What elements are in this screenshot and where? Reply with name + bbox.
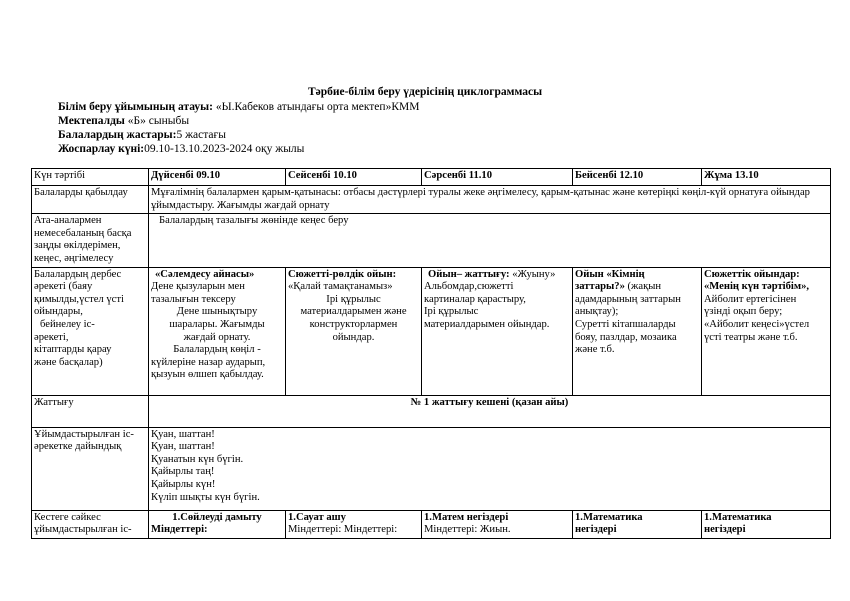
table-header-row [32, 169, 831, 186]
exercise-complex: № 1 жаттығу кешені (қазан айы) [149, 395, 831, 427]
table-row [32, 186, 831, 214]
header-cell: Сейсенбі 10.10 [286, 169, 422, 186]
row-content: Мұғалімнің балалармен қарым-қатынасы: отбасы дәстүрлері туралы жеке әңгімелесу, қарым-қатынас және көтеріңкі көңіл-күй орнатуға ойындар ұйымдастыру. Жағымды жағдай орнату [149, 186, 831, 214]
tuesday-activity: Сюжетті-рөлдік ойын: «Қалай тамақтанамыз» Ірі құрылыс материалдарымен және конструкторлармен ойындар. [286, 267, 422, 395]
row-content: Балалардың тазалығы жөнінде кеңес беру [149, 214, 831, 267]
monday-activity: «Сәлемдесу айнасы» Дене қызуларын мен тазалығын тексеру Дене шынықтыру шаралары. Жағымды жағдай орнату. Балалардың көңіл - күйлеріне назар аударып, қызуын өлшеп қабылдау. [149, 267, 286, 395]
monday-lesson: 1.Сөйлеуді дамыту Міндеттері: [149, 510, 286, 538]
table-row [32, 214, 831, 267]
row-label: Кестеге сәйкес ұйымдастырылған іс- [32, 510, 149, 538]
info-date: Жоспарлау күні:09.10-13.10.2023-2024 оқу жылы [58, 143, 305, 155]
greeting-poem: Қуан, шаттан! Қуан, шаттан! Қуанатын күн бүгін. Қайырлы таң! Қайырлы күн! Күліп шықты күн бүгін. [149, 427, 831, 510]
wednesday-lesson: 1.Матем негіздері Міндеттері: Жиын. [422, 510, 573, 538]
row-label: Ұйымдастырылған іс- әрекетке дайындық [32, 427, 149, 510]
row-label: Балалардың дербес әрекеті (баяу қимылды,үстел үсті ойындары, бейнелеу іс- әрекеті, кітаптарды қарау және басқалар) [32, 267, 149, 395]
header-cell: Дүйсенбі 09.10 [149, 169, 286, 186]
thursday-activity: Ойын «Кімнің заттары?» (жақын адамдарының заттарын анықтау); Суретті кітапшаларды бояу, пазлдар, мозаика және т.б. [573, 267, 702, 395]
row-label: Жаттығу [32, 395, 149, 427]
friday-activity: Сюжеттік ойындар: «Менің күн тәртібім», Айболит ертегісінен үзінді оқып беру; «Айболит кеңесі»үстел үсті театры және т.б. [702, 267, 831, 395]
info-org: Білім беру ұйымының атауы: «Ы.Кабеков атындағы орта мектеп»КММ [58, 101, 420, 113]
thursday-lesson: 1.Математика негіздері [573, 510, 702, 538]
table-row [32, 427, 831, 510]
header-cell: Күн тәртібі [32, 169, 149, 186]
tuesday-lesson: 1.Сауат ашу Міндеттері: Міндеттері: [286, 510, 422, 538]
header-cell: Сәрсенбі 11.10 [422, 169, 573, 186]
info-class: Мектепалды «Б» сыныбы [58, 115, 190, 127]
row-label: Балаларды қабылдау [32, 186, 149, 214]
friday-lesson: 1.Математика негіздері [702, 510, 831, 538]
row-label: Ата-аналармен немесебаланың басқа заңды өкілдерімен, кеңес, әңгімелесу [32, 214, 149, 267]
table-row [32, 395, 831, 427]
table-row [32, 510, 831, 538]
header-cell: Бейсенбі 12.10 [573, 169, 702, 186]
info-age: Балалардың жастары:5 жастағы [58, 129, 226, 141]
wednesday-activity: Ойын– жаттығу: «Жуыну» Альбомдар,сюжетті картиналар қарастыру, Ірі құрылыс материалдарымен ойындар. [422, 267, 573, 395]
document-title: Тәрбие-білім беру үдерісінің циклограммасы [307, 86, 543, 98]
header-cell: Жұма 13.10 [702, 169, 831, 186]
table-row [32, 267, 831, 395]
cyclogram-table [31, 168, 831, 539]
